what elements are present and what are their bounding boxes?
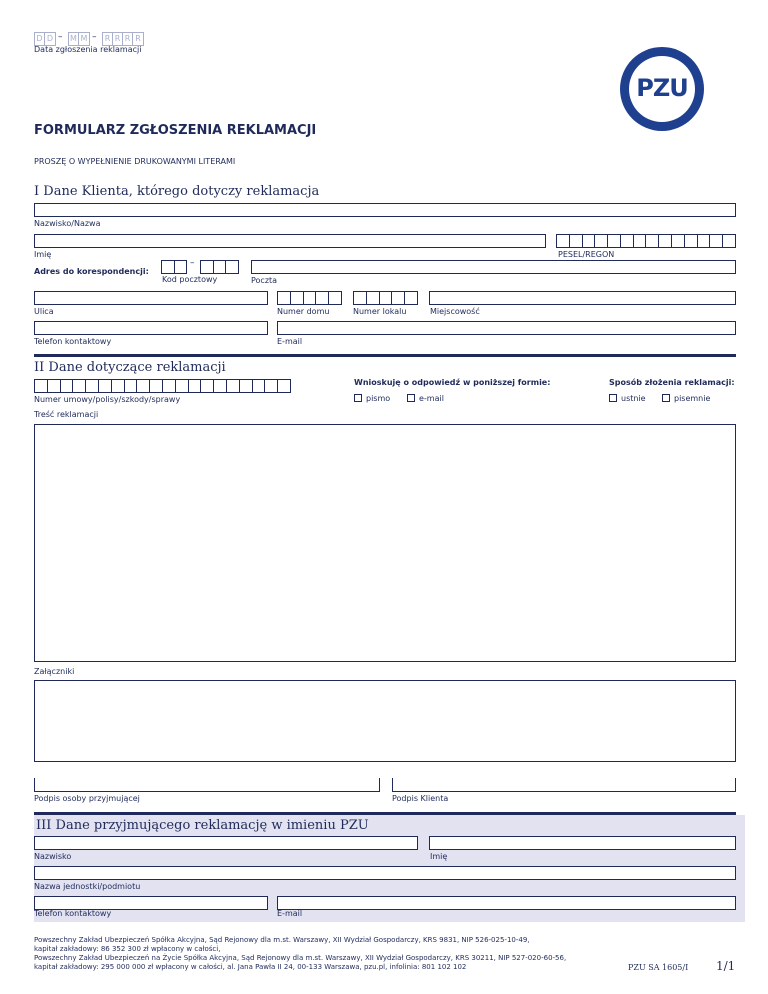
email-label: E-mail — [277, 337, 303, 346]
footer-line-1: Powszechny Zakład Ubezpieczeń Spółka Akcyjna, Sąd Rejonowy dla m.st. Warszawy, XII Wydział Gospodarczy, KRS 9831, NIP 526-025-10-49, — [34, 936, 530, 944]
phone-label: Telefon kontaktowy — [34, 337, 112, 346]
pesel-label: PESEL/REGON — [558, 250, 615, 259]
response-email-checkbox[interactable] — [407, 394, 415, 402]
city-label: Miejscowość — [430, 307, 480, 316]
date-separator: – — [58, 32, 63, 42]
date-year-cell: R — [135, 34, 141, 43]
pesel-field[interactable] — [556, 234, 736, 248]
section3-title: III Dane przyjmującego reklamację w imieniu PZU — [36, 818, 369, 833]
unit-name-label: Nazwa jednostki/podmiotu — [34, 882, 141, 891]
submission-oral-checkbox[interactable] — [609, 394, 617, 402]
first-name-label: Imię — [34, 250, 52, 259]
receiver-phone-field[interactable] — [34, 896, 268, 910]
section2-rule — [34, 354, 736, 357]
date-day-cell: D — [46, 34, 54, 43]
contract-number-field[interactable] — [34, 379, 291, 393]
surname-label: Nazwisko/Nazwa — [34, 219, 101, 228]
contract-number-label: Numer umowy/polisy/szkody/sprawy — [34, 395, 181, 404]
attachments-textarea[interactable] — [34, 680, 736, 762]
response-letter-checkbox[interactable] — [354, 394, 362, 402]
receiver-email-label: E-mail — [277, 909, 303, 918]
date-day-cells[interactable] — [34, 32, 56, 46]
receiver-phone-label: Telefon kontaktowy — [34, 909, 112, 918]
postal-code-part1[interactable] — [161, 260, 187, 274]
city-field[interactable] — [429, 291, 736, 305]
date-month-cell: M — [69, 33, 79, 45]
form-title: FORMULARZ ZGŁOSZENIA REKLAMACJI — [34, 123, 317, 138]
date-month-cell: M — [80, 34, 88, 43]
submission-written-checkbox[interactable] — [662, 394, 670, 402]
postal-code-label: Kod pocztowy — [162, 275, 218, 284]
section2-title: II Dane dotyczące reklamacji — [34, 360, 226, 375]
date-year-cell: R — [103, 33, 113, 45]
footer-line-4: kapitał zakładowy: 295 000 000 zł wpłacony w całości, al. Jana Pawła II 24, 00-133 Warszawa, pzu.pl, infolinia: 801 102 102 — [34, 963, 467, 971]
post-office-label: Poczta — [251, 276, 278, 285]
date-label: Data zgłoszenia reklamacji — [34, 45, 142, 54]
footer-line-2: kapitał zakładowy: 86 352 300 zł wpłacony w całości, — [34, 945, 221, 953]
complaint-content-textarea[interactable] — [34, 424, 736, 662]
unit-name-field[interactable] — [34, 866, 736, 880]
footer-line-3: Powszechny Zakład Ubezpieczeń na Życie Spółka Akcyjna, Sąd Rejonowy dla m.st. Warszawy, XII Wydział Gospodarczy, KRS 30211, NIP 527-020-60-56, — [34, 954, 567, 962]
receiver-signature-field[interactable] — [34, 778, 380, 792]
date-year-cell: R — [113, 33, 123, 45]
form-code: PZU SA 1605/I — [628, 963, 689, 972]
surname-field[interactable] — [34, 203, 736, 217]
client-signature-label: Podpis Klienta — [392, 794, 449, 803]
date-separator: – — [92, 32, 97, 42]
date-day-cell: D — [35, 33, 45, 45]
date-month-cells[interactable] — [68, 32, 90, 46]
date-year-cell: R — [123, 33, 133, 45]
email-field[interactable] — [277, 321, 736, 335]
submission-method-label: Sposób złożenia reklamacji: — [609, 378, 735, 387]
house-number-label: Numer domu — [277, 307, 330, 316]
receiver-surname-label: Nazwisko — [34, 852, 72, 861]
street-field[interactable] — [34, 291, 268, 305]
post-office-field[interactable] — [251, 260, 736, 274]
phone-field[interactable] — [34, 321, 268, 335]
page-number: 1/1 — [716, 959, 736, 973]
complaint-content-label: Treść reklamacji — [34, 410, 99, 419]
receiver-first-name-field[interactable] — [429, 836, 736, 850]
street-label: Ulica — [34, 307, 54, 316]
address-label: Adres do korespondencji: — [34, 267, 149, 276]
response-email-label: e-mail — [419, 394, 444, 403]
submission-written-label: pisemnie — [674, 394, 711, 403]
receiver-email-field[interactable] — [277, 896, 736, 910]
receiver-signature-label: Podpis osoby przyjmującej — [34, 794, 140, 803]
attachments-label: Załączniki — [34, 667, 75, 676]
response-letter-label: pismo — [366, 394, 391, 403]
receiver-surname-field[interactable] — [34, 836, 418, 850]
postal-code-part2[interactable] — [200, 260, 239, 274]
section1-title: I Dane Klienta, którego dotyczy reklamacja — [34, 184, 320, 199]
date-year-cells[interactable] — [102, 32, 144, 46]
pzu-logo — [620, 47, 704, 131]
apartment-number-field[interactable] — [353, 291, 418, 305]
submission-oral-label: ustnie — [621, 394, 646, 403]
first-name-field[interactable] — [34, 234, 546, 248]
apartment-number-label: Numer lokalu — [353, 307, 407, 316]
response-form-label: Wnioskuję o odpowiedź w poniższej formie: — [354, 378, 551, 387]
house-number-field[interactable] — [277, 291, 342, 305]
receiver-first-name-label: Imię — [430, 852, 448, 861]
form-instruction: PROSZĘ O WYPEŁNIENIE DRUKOWANYMI LITERAMI — [34, 157, 236, 166]
client-signature-field[interactable] — [392, 778, 736, 792]
logo-text: PZU — [636, 74, 688, 102]
postal-separator: – — [190, 258, 195, 268]
